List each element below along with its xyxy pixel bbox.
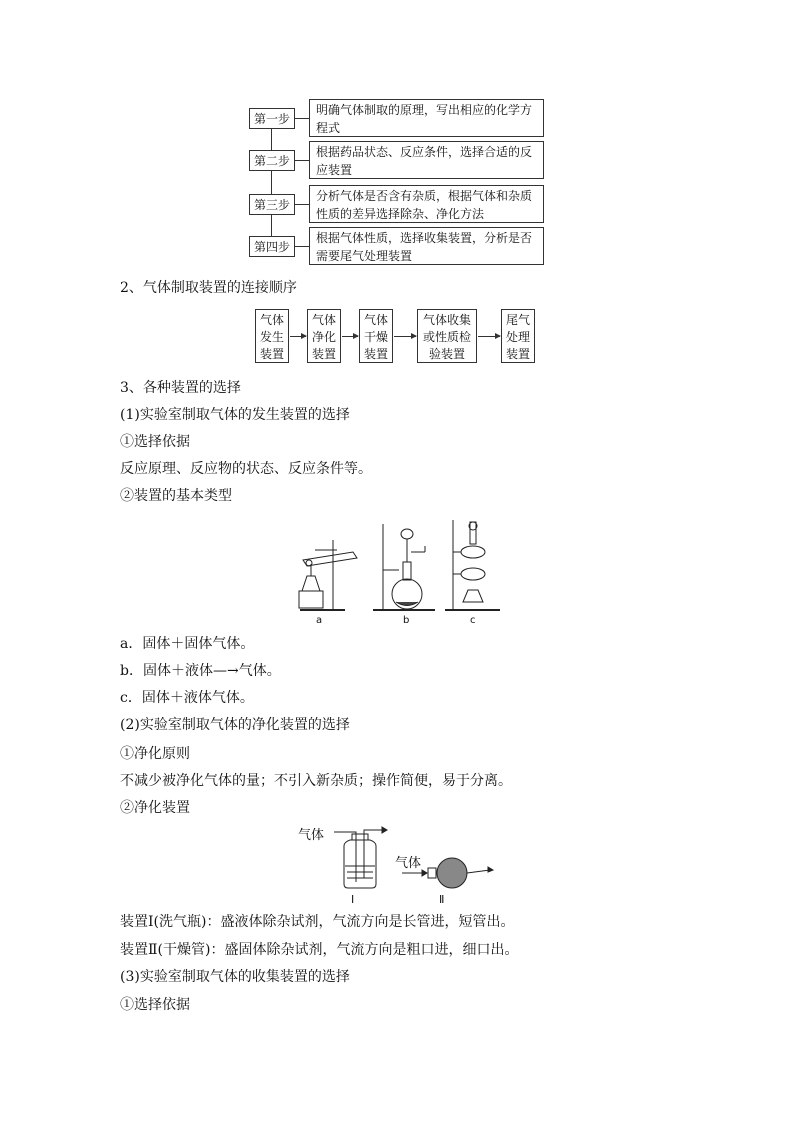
sub-2-title: (2)实验室制取气体的净化装置的选择 bbox=[120, 717, 350, 733]
apparatus-c-icon bbox=[445, 520, 500, 610]
purify-principle-text: 不减少被净化气体的量；不引入新杂质；操作简便，易于分离。 bbox=[120, 773, 512, 789]
flow-box-purify: 气体净化装置 bbox=[307, 309, 341, 363]
basis-title: ①选择依据 bbox=[120, 434, 190, 450]
fig2-label-1: Ⅰ bbox=[351, 893, 355, 906]
purify-principle-title: ①净化原则 bbox=[120, 746, 190, 762]
type-c-text: c．固体＋液体气体。 bbox=[120, 690, 254, 706]
apparatus-b-icon bbox=[373, 524, 435, 610]
step-2-link bbox=[295, 160, 309, 161]
fig2-gas-label-1: 气体 bbox=[298, 828, 325, 843]
sub-1-title: (1)实验室制取气体的发生装置的选择 bbox=[120, 407, 350, 423]
step-connector bbox=[271, 118, 272, 246]
device-1-text: 装置Ⅰ(洗气瓶)：盛液体除杂试剂，气流方向是长管进，短管出。 bbox=[120, 914, 515, 930]
device-2-text: 装置Ⅱ(干燥管)：盛固体除杂试剂，气流方向是粗口进，细口出。 bbox=[120, 942, 519, 958]
step-2-label: 第二步 bbox=[249, 150, 295, 171]
step-3-desc: 分析气体是否含有杂质，根据气体和杂质性质的差异选择除杂、净化方法 bbox=[309, 185, 544, 223]
flow-box-generator: 气体发生装置 bbox=[255, 309, 289, 363]
flow-box-dry: 气体干燥装置 bbox=[359, 309, 393, 363]
fig2-label-2: Ⅱ bbox=[439, 893, 445, 906]
flow-box-collect: 气体收集或性质检验装置 bbox=[417, 309, 477, 363]
type-b-text: b．固体＋液体—→气体。 bbox=[120, 663, 281, 679]
figure-label-a: a bbox=[316, 615, 323, 626]
step-3-link bbox=[295, 204, 309, 205]
step-1-label: 第一步 bbox=[249, 108, 295, 129]
step-4-desc: 根据气体性质，选择收集装置，分析是否需要尾气处理装置 bbox=[309, 227, 544, 265]
flow-arrow bbox=[290, 336, 306, 337]
flow-arrow bbox=[394, 336, 416, 337]
step-1-desc: 明确气体制取的原理，写出相应的化学方程式 bbox=[309, 99, 544, 137]
gas-washing-bottle-icon bbox=[334, 827, 387, 888]
section-2-title: 2、气体制取装置的连接顺序 bbox=[120, 280, 297, 296]
step-4-link bbox=[295, 246, 309, 247]
apparatus-a-icon bbox=[299, 540, 357, 610]
sub-3-title: (3)实验室制取气体的收集装置的选择 bbox=[120, 969, 350, 985]
step-2-desc: 根据药品状态、反应条件，选择合适的反应装置 bbox=[309, 141, 544, 179]
purify-device-title: ②净化装置 bbox=[120, 800, 190, 816]
generator-apparatus-figure bbox=[295, 512, 525, 628]
step-4-label: 第四步 bbox=[249, 236, 295, 257]
basis-text: 反应原理、反应物的状态、反应条件等。 bbox=[120, 461, 372, 477]
step-3-label: 第三步 bbox=[249, 194, 295, 215]
flow-box-tail: 尾气处理装置 bbox=[501, 309, 535, 363]
collect-basis-title: ①选择依据 bbox=[120, 997, 190, 1013]
fig2-gas-label-2: 气体 bbox=[395, 856, 422, 871]
flow-arrow bbox=[478, 336, 500, 337]
type-a-text: a．固体＋固体气体。 bbox=[120, 636, 255, 652]
section-3-title: 3、各种装置的选择 bbox=[120, 380, 241, 396]
figure-label-b: b bbox=[403, 615, 410, 626]
types-title: ②装置的基本类型 bbox=[120, 488, 232, 504]
step-1-link bbox=[295, 118, 309, 119]
figure-label-c: c bbox=[470, 615, 476, 626]
flow-arrow bbox=[342, 336, 358, 337]
